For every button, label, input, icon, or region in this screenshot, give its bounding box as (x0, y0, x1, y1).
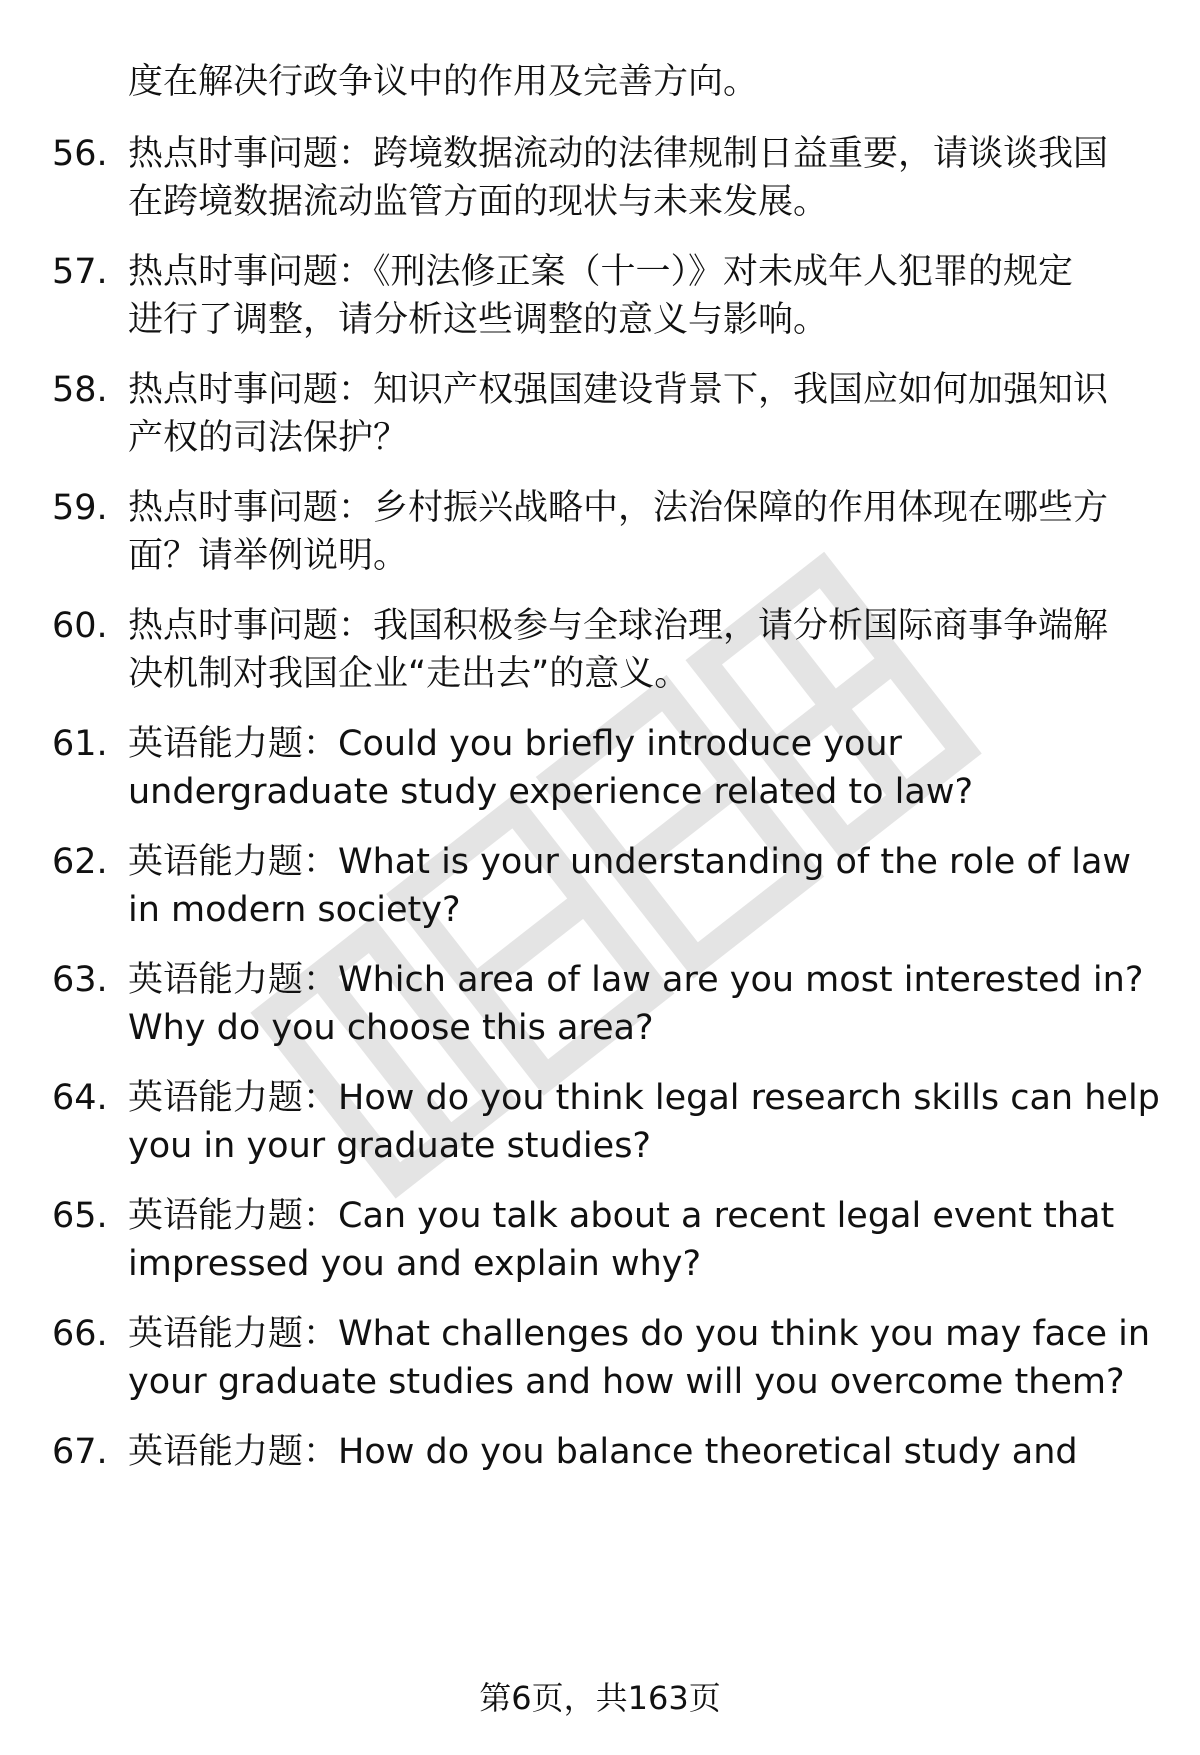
question-number: 60. (52, 606, 108, 646)
question-line: 英语能力题：What challenges do you think you may face in (128, 1314, 1151, 1354)
question-line: 英语能力题：Which area of law are you most interested in? (128, 960, 1144, 1000)
question-line: 英语能力题：How do you think legal research skills can help (128, 1078, 1160, 1118)
question-line: 英语能力题：What is your understanding of the role of law (128, 842, 1132, 882)
question-text (128, 1428, 1158, 1476)
question-text (128, 1074, 1158, 1170)
question-line: Why do you choose this area? (128, 1008, 654, 1048)
question-line: 产权的司法保护？ (128, 418, 409, 458)
question-text (128, 366, 1158, 462)
question-line: 进行了调整，请分析这些调整的意义与影响。 (128, 300, 829, 340)
question-line: 热点时事问题：乡村振兴战略中，法治保障的作用体现在哪些方 (128, 488, 1109, 528)
question-number: 66. (52, 1314, 108, 1354)
question-line: you in your graduate studies? (128, 1126, 652, 1166)
question-number: 58. (52, 370, 108, 410)
question-text (128, 1310, 1158, 1406)
question-line: undergraduate study experience related to law? (128, 772, 974, 812)
continued-text: 度在解决行政争议中的作用及完善方向。 (128, 62, 759, 102)
question-number: 62. (52, 842, 108, 882)
question-text (128, 484, 1158, 580)
question-line: in modern society? (128, 890, 461, 930)
question-line: 英语能力题：Can you talk about a recent legal event that (128, 1196, 1115, 1236)
question-line: 英语能力题：Could you briefly introduce your (128, 724, 902, 764)
question-number: 65. (52, 1196, 108, 1236)
question-line: 决机制对我国企业“走出去”的意义。 (128, 654, 690, 694)
question-line: 热点时事问题：知识产权强国建设背景下，我国应如何加强知识 (128, 370, 1109, 410)
question-text (128, 248, 1158, 344)
question-number: 64. (52, 1078, 108, 1118)
page-footer: 第6页，共163页 (479, 1679, 721, 1717)
question-number: 61. (52, 724, 108, 764)
question-text (128, 602, 1158, 698)
question-line: 在跨境数据流动监管方面的现状与未来发展。 (128, 182, 829, 222)
question-line: impressed you and explain why? (128, 1244, 702, 1284)
question-number: 67. (52, 1432, 108, 1472)
question-text (128, 1192, 1158, 1288)
question-line: 热点时事问题：《刑法修正案（十一）》对未成年人犯罪的规定 (128, 252, 1074, 292)
question-text (128, 956, 1158, 1052)
question-line: 热点时事问题：我国积极参与全球治理，请分析国际商事争端解 (128, 606, 1109, 646)
question-number: 63. (52, 960, 108, 1000)
question-line: 面？请举例说明。 (128, 536, 409, 576)
question-line: 英语能力题：How do you balance theoretical study and (128, 1432, 1078, 1472)
question-line: 热点时事问题：跨境数据流动的法律规制日益重要，请谈谈我国 (128, 134, 1109, 174)
question-number: 59. (52, 488, 108, 528)
question-line: your graduate studies and how will you overcome them? (128, 1362, 1125, 1402)
question-text (128, 720, 1158, 816)
question-number: 57. (52, 252, 108, 292)
question-number: 56. (52, 134, 108, 174)
question-text (128, 130, 1158, 226)
question-text (128, 838, 1158, 934)
